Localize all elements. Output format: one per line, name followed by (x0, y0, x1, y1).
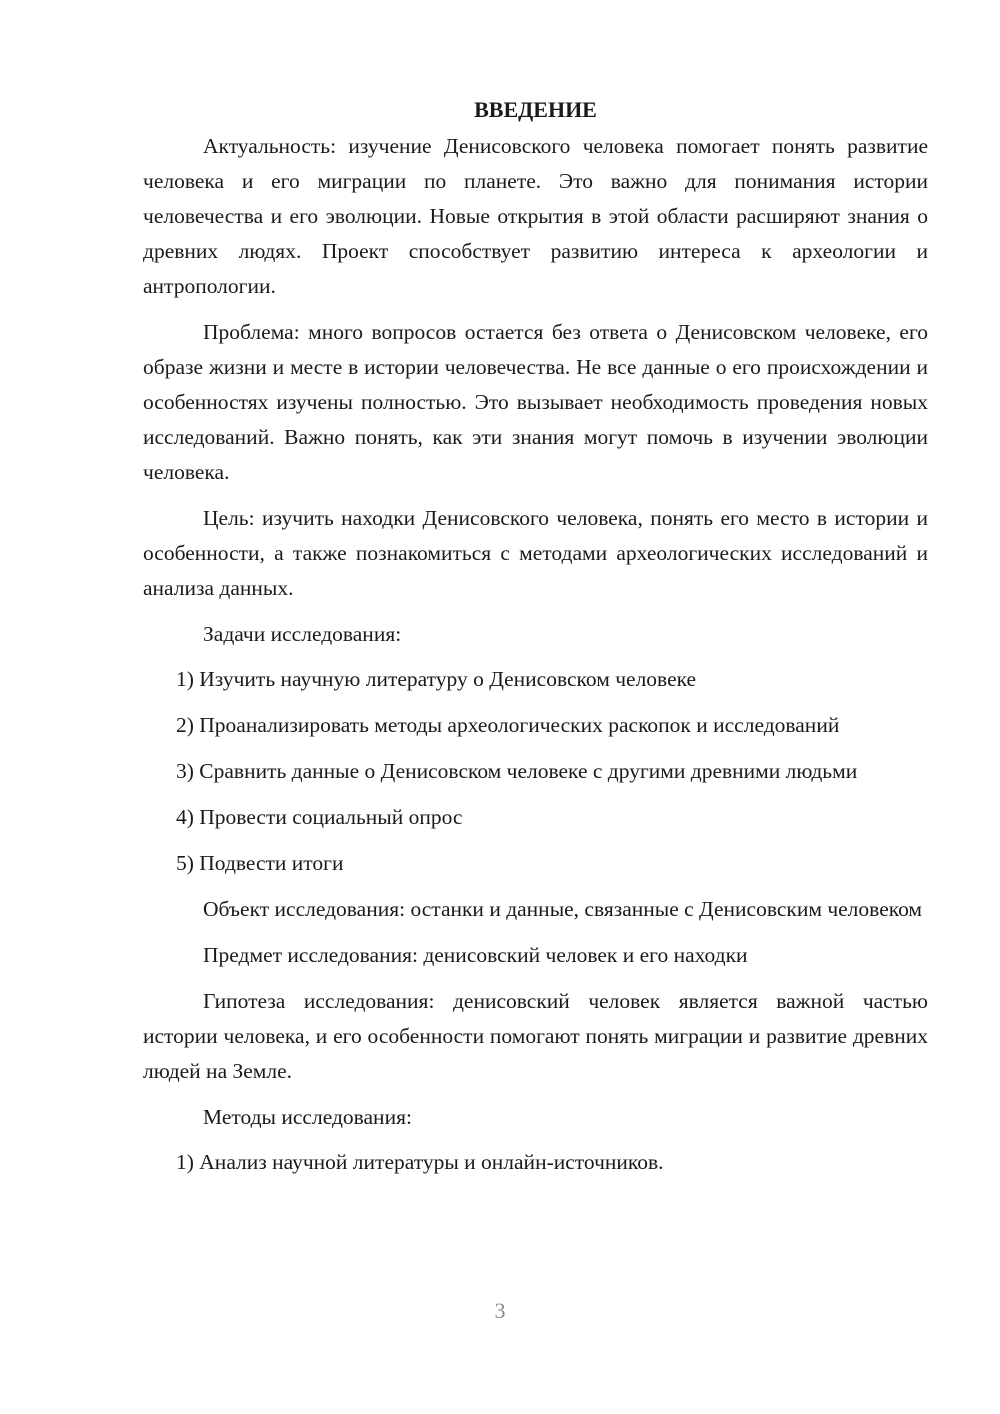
relevance-paragraph: Актуальность: изучение Денисовского человека помогает понять развитие человека и его миграции по планете. Это важно для понимания истории человечества и его эволюции. Новые открытия в этой области расширяют знания о древних людях. Проект способствует развитию интереса к археологии и антропологии. (143, 134, 928, 298)
object-paragraph: Объект исследования: останки и данные, связанные с Денисовским человеком (203, 897, 923, 921)
page-number: 3 (494, 1298, 506, 1323)
subject-paragraph: Предмет исследования: денисовский человек и его находки (203, 943, 748, 967)
task-item: 2) Проанализировать методы археологических раскопок и исследований (176, 713, 840, 737)
task-item: 5) Подвести итоги (176, 851, 344, 875)
methods-heading: Методы исследования: (203, 1105, 412, 1129)
document-body (143, 92, 928, 1191)
section-title: ВВЕДЕНИЕ (474, 97, 597, 122)
problem-paragraph: Проблема: много вопросов остается без ответа о Денисовском человеке, его образе жизни и месте в истории человечества. Не все данные о его происхождении и особенностях изучены полностью. Это вызывает необходимость проведения новых исследований. Важно понять, как эти знания могут помочь в изучении эволюции человека. (143, 320, 928, 484)
tasks-heading: Задачи исследования: (203, 622, 402, 646)
task-item: 4) Провести социальный опрос (176, 805, 463, 829)
task-item: 1) Изучить научную литературу о Денисовском человеке (176, 667, 697, 691)
method-item: 1) Анализ научной литературы и онлайн-источников. (176, 1150, 664, 1174)
task-item: 3) Сравнить данные о Денисовском человеке с другими древними людьми (176, 759, 858, 783)
hypothesis-paragraph: Гипотеза исследования: денисовский человек является важной частью истории человека, и его особенности помогают понять миграции и развитие древних людей на Земле. (143, 989, 928, 1083)
goal-paragraph: Цель: изучить находки Денисовского человека, понять его место в истории и особенности, а также познакомиться с методами археологических исследований и анализа данных. (143, 506, 928, 600)
